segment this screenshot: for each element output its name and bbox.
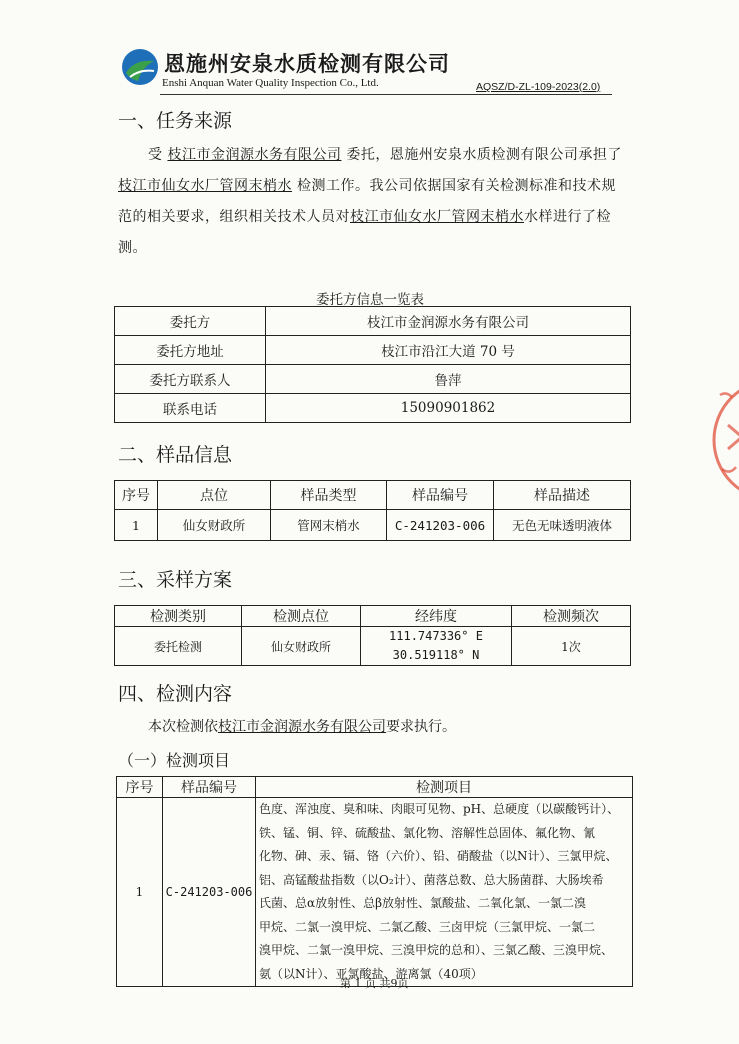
table-row: 联系电话 15090901862 <box>115 394 631 423</box>
client-table-caption: 委托方信息一览表 <box>316 292 424 308</box>
header-divider <box>160 94 612 95</box>
table-row: 委托方地址 枝江市沿江大道 70 号 <box>115 336 631 365</box>
table-row: 委托方 枝江市金润源水务有限公司 <box>115 307 631 336</box>
section-title-sample-info: 二、样品信息 <box>118 444 233 466</box>
company-name-cn: 恩施州安泉水质检测有限公司 <box>164 51 450 76</box>
test-items-list: 色度、浑浊度、臭和味、肉眼可见物、pH、总硬度（以碳酸钙计）、 铁、锰、铜、锌、硫酸盐、氯化物、溶解性总固体、氟化物、氰 化物、砷、汞、镉、铬（六价）、铅、硝酸盐（以N计）、三氯甲烷、 铝、高锰酸盐指数（以O₂计）、菌落总数、总大肠菌群、大肠埃希 氏菌、总α放射性、总β放射性、氯酸盐、二氧化氯、一氯二溴 甲烷、二氯一溴甲烷、二氯乙酸、三卤甲烷（三氯甲烷、一氯二 溴甲烷、二氯一溴甲烷、三溴甲烷的总和）、三氯乙酸、三溴甲烷、 氨（以N计）、亚氯酸盐、游离氯（40项） <box>256 798 633 987</box>
section-title-test-content: 四、检测内容 <box>118 683 233 705</box>
test-content-intro: 本次检测依枝江市金润源水务有限公司要求执行。 <box>148 719 456 735</box>
table-row: 1 C-241203-006 色度、浑浊度、臭和味、肉眼可见物、pH、总硬度（以碳酸钙计）、 铁、锰、铜、锌、硫酸盐、氯化物、溶解性总固体、氟化物、氰 化物、砷、汞、镉、铬（六价）、铅、硝酸盐（以N计）、三氯甲烷、 铝、高锰酸盐指数（以O₂计）、菌落总数、总大肠菌群、大肠埃希 氏菌、总α放射性、总β放射性、氯酸盐、二氧化氯、一氯二溴 甲烷、二氯一溴甲烷、二氯乙酸、三卤甲烷（三氯甲烷、一氯二 溴甲烷、二氯一溴甲烷、三溴甲烷的总和）、三氯乙酸、三溴甲烷、 氨（以N计）、亚氯酸盐、游离氯（40项） <box>117 798 633 987</box>
table-row: 1 仙女财政所 管网末梢水 C-241203-006 无色无味透明液体 <box>115 510 631 541</box>
task-source-paragraph: 受 枝江市金润源水务有限公司 委托，恩施州安泉水质检测有限公司承担了 枝江市仙女水厂管网末梢水 检测工作。我公司依据国家有关检测标准和技术规 范的相关要求，组织相关技术人员对枝江市仙女水厂管网末梢水水样进行了检 测。 <box>118 147 622 256</box>
test-items-table: 序号 样品编号 检测项目 1 C-241203-006 色度、浑浊度、臭和味、肉眼可见物、pH、总硬度（以碳酸钙计）、 铁、锰、铜、锌、硫酸盐、氯化物、溶解性总固体、氟化物、氰 化物、砷、汞、镉、铬（六价）、铅、硝酸盐（以N计）、三氯甲烷、 铝、高锰酸盐指数（以O₂计）、菌落总数、总大肠菌群、大肠埃希 氏菌、总α放射性、总β放射性、氯酸盐、二氧化氯、一氯二溴 甲烷、二氯一溴甲烷、二氯乙酸、三卤甲烷（三氯甲烷、一氯二 溴甲烷、二氯一溴甲烷、三溴甲烷的总和）、三氯乙酸、三溴甲烷、 氨（以N计）、亚氯酸盐、游离氯（40项） <box>116 776 633 987</box>
document-code: AQSZ/D-ZL-109-2023(2.0) <box>476 81 601 93</box>
client-name: 枝江市金润源水务有限公司 <box>167 147 342 163</box>
subsection-title-test-items: （一）检测项目 <box>118 751 231 770</box>
company-logo-icon <box>120 47 160 87</box>
seal-stamp-icon <box>712 365 739 515</box>
client-info-table <box>114 306 631 423</box>
project-name: 枝江市仙女水厂管网末梢水 <box>118 178 292 194</box>
sample-info-table: 序号 点位 样品类型 样品编号 样品描述 1 仙女财政所 管网末梢水 C-241203-006 无色无味透明液体 <box>114 480 631 541</box>
table-row: 委托检测 仙女财政所 111.747336° E 30.519118° N 1次 <box>115 627 631 666</box>
section-title-sampling-plan: 三、采样方案 <box>118 569 233 591</box>
company-name-en: Enshi Anquan Water Quality Inspection Co., Ltd. <box>162 77 379 89</box>
sampling-plan-table: 检测类别 检测点位 经纬度 检测频次 委托检测 仙女财政所 111.747336° E 30.519118° N 1次 <box>114 605 631 666</box>
page-number: 第 1 页 共9页 <box>340 977 409 990</box>
table-row: 委托方联系人 鲁萍 <box>115 365 631 394</box>
section-title-task-source: 一、任务来源 <box>118 110 233 132</box>
